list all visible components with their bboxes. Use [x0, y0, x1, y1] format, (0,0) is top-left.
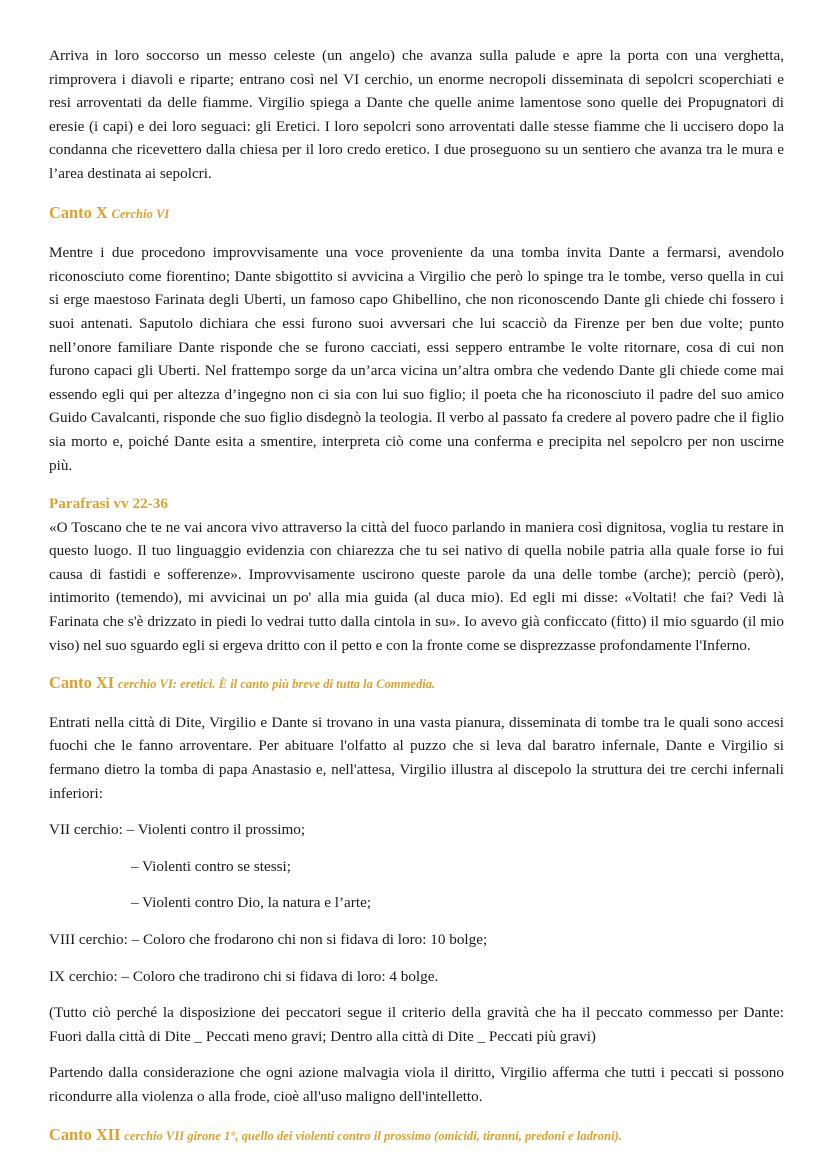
list-item: VII cerchio: – Violenti contro il prossimo;	[49, 821, 306, 839]
canto-xii-subtitle: cerchio VII girone 1°, quello dei violenti contro il prossimo (omicidi, tiranni, predoni e ladroni).	[124, 1128, 622, 1143]
parafrasi-text: «O Toscano che te ne vai ancora vivo attraverso la città del fuoco parlando in maniera così dignitosa, voglia tu restare in questo luogo. Il tuo linguaggio evidenzia con chiarezza che tu sei nativo di quella nobile patria alla quale forse io fui causa di fastidi e sofferenze». Improvvisamente uscirono queste parole da una delle tombe (arche); perciò (però), intimorito (temendo), mi avvicinai un po' alla mia guida (al duca mio). Ed egli mi disse: «Voltati! che fai? Vedi là Farinata che s'è drizzato in piedi lo vedrai tutto dalla cintola in su». Io avevo già conficcato (fitto) il mio sguardo (il mio viso) nel suo sguardo egli si ergeva dritto con il petto e con la fronte come se disprezzasse profondamente l'Inferno.	[49, 518, 784, 654]
canto-xi-paragraph: Entrati nella città di Dite, Virgilio e Dante si trovano in una vasta pianura, disseminata di tombe tra le quali sono accesi fuochi che le fanno arroventare. Per abituare l'olfatto al puzzo che si leva dal baratro infernale, Dante e Virgilio si fermano dietro la tomba di papa Anastasio e, nell'attesa, Virgilio illustra al discepolo la struttura dei tre cerchi infernali inferiori:	[49, 713, 784, 802]
list-item: IX cerchio: – Coloro che tradirono chi si fidava di loro: 4 bolge.	[49, 967, 439, 985]
list-item: – Violenti contro se stessi;	[131, 857, 291, 875]
intro-paragraph: Arriva in loro soccorso un messo celeste (un angelo) che avanza sulla palude e apre la porta con una verghetta, rimprovera i diavoli e riparte; entrano così nel VI cerchio, un enorme necropoli disseminata di sepolcri scoperchiati e resi arroventati da delle fiamme. Virgilio spiega a Dante che quelle anime lamentose sono quelle dei Propugnatori di eresie (i capi) e dei loro seguaci: gli Eretici. I loro sepolcri sono arroventati dalle stesse fiamme che li uccisero dopo la condanna che ricevettero dalla chiesa per il loro credo eretico. I due proseguono su un sentiero che avanza tra le mura e l’area destinata ai sepolcri.	[49, 47, 784, 182]
list-item: VIII cerchio: – Coloro che frodarono chi non si fidava di loro: 10 bolge;	[49, 931, 488, 948]
canto-xii-title: Canto XII	[49, 1124, 121, 1144]
canto-x-subtitle: Cerchio VI	[111, 206, 170, 221]
canto-x-paragraph: Mentre i due procedono improvvisamente una voce proveniente da una tomba invita Dante a fermarsi, avendolo riconosciuto come fiorentino; Dante sbigottito si avvicina a Virgilio che però lo spinge tra le tombe, verso quella in cui si erge maestoso Farinata degli Uberti, un famoso capo Ghibellino, che non riconoscendo Dante gli chiede chi fossero i suoi antenati. Saputolo dichiara che essi furono suoi avversari che lui scacciò da Firenze per ben due volte; punto nell’onore familiare Dante risponde che se furono cacciati, essi seppero entrambe le volte ritornare, cosa di cui non furono capaci gli Uberti. Nel frattempo sorge da un’arca vicina un’altra ombra che vedendo Dante gli chiede come mai essendo egli qui per altezza d’ingegno non ci sia con lui suo figlio; il poeta che ha riconosciuto il padre del suo amico Guido Cavalcanti, risponde che suo figlio disdegnò la teologia. Il verbo al passato fa credere al povero padre che il figlio sia morto e, poiché Dante esita a smentire, interpreta ciò come una conferma e precipita nel sepolcro per non uscirne più.	[49, 244, 784, 474]
document-page	[49, 44, 784, 1148]
list-item: – Violenti contro Dio, la natura e l’arte;	[131, 894, 372, 912]
canto-x-title: Canto X	[49, 202, 108, 222]
canto-xi-title: Canto XI	[49, 673, 115, 693]
canto-x-heading	[49, 201, 784, 227]
canto-xi-conclusion: Partendo dalla considerazione che ogni azione malvagia viola il diritto, Virgilio afferma che tutti i peccati si possono ricondurre alla violenza o alla frode, cioè all'uso maligno dell'intelletto.	[49, 1064, 784, 1105]
canto-xii-heading	[49, 1123, 784, 1149]
canto-xi-subtitle: cerchio VI: eretici. È il canto più breve di tutta la Commedia.	[117, 677, 436, 692]
canto-xi-note: (Tutto ciò perché la disposizione dei peccatori segue il criterio della gravità che ha il peccato commesso per Dante: Fuori dalla città di Dite _ Peccati meno gravi; Dentro alla città di Dite _ Peccati più gravi)	[49, 1004, 784, 1045]
canto-xi-heading	[49, 671, 784, 697]
parafrasi-heading: Parafrasi vv 22-36	[49, 495, 168, 513]
